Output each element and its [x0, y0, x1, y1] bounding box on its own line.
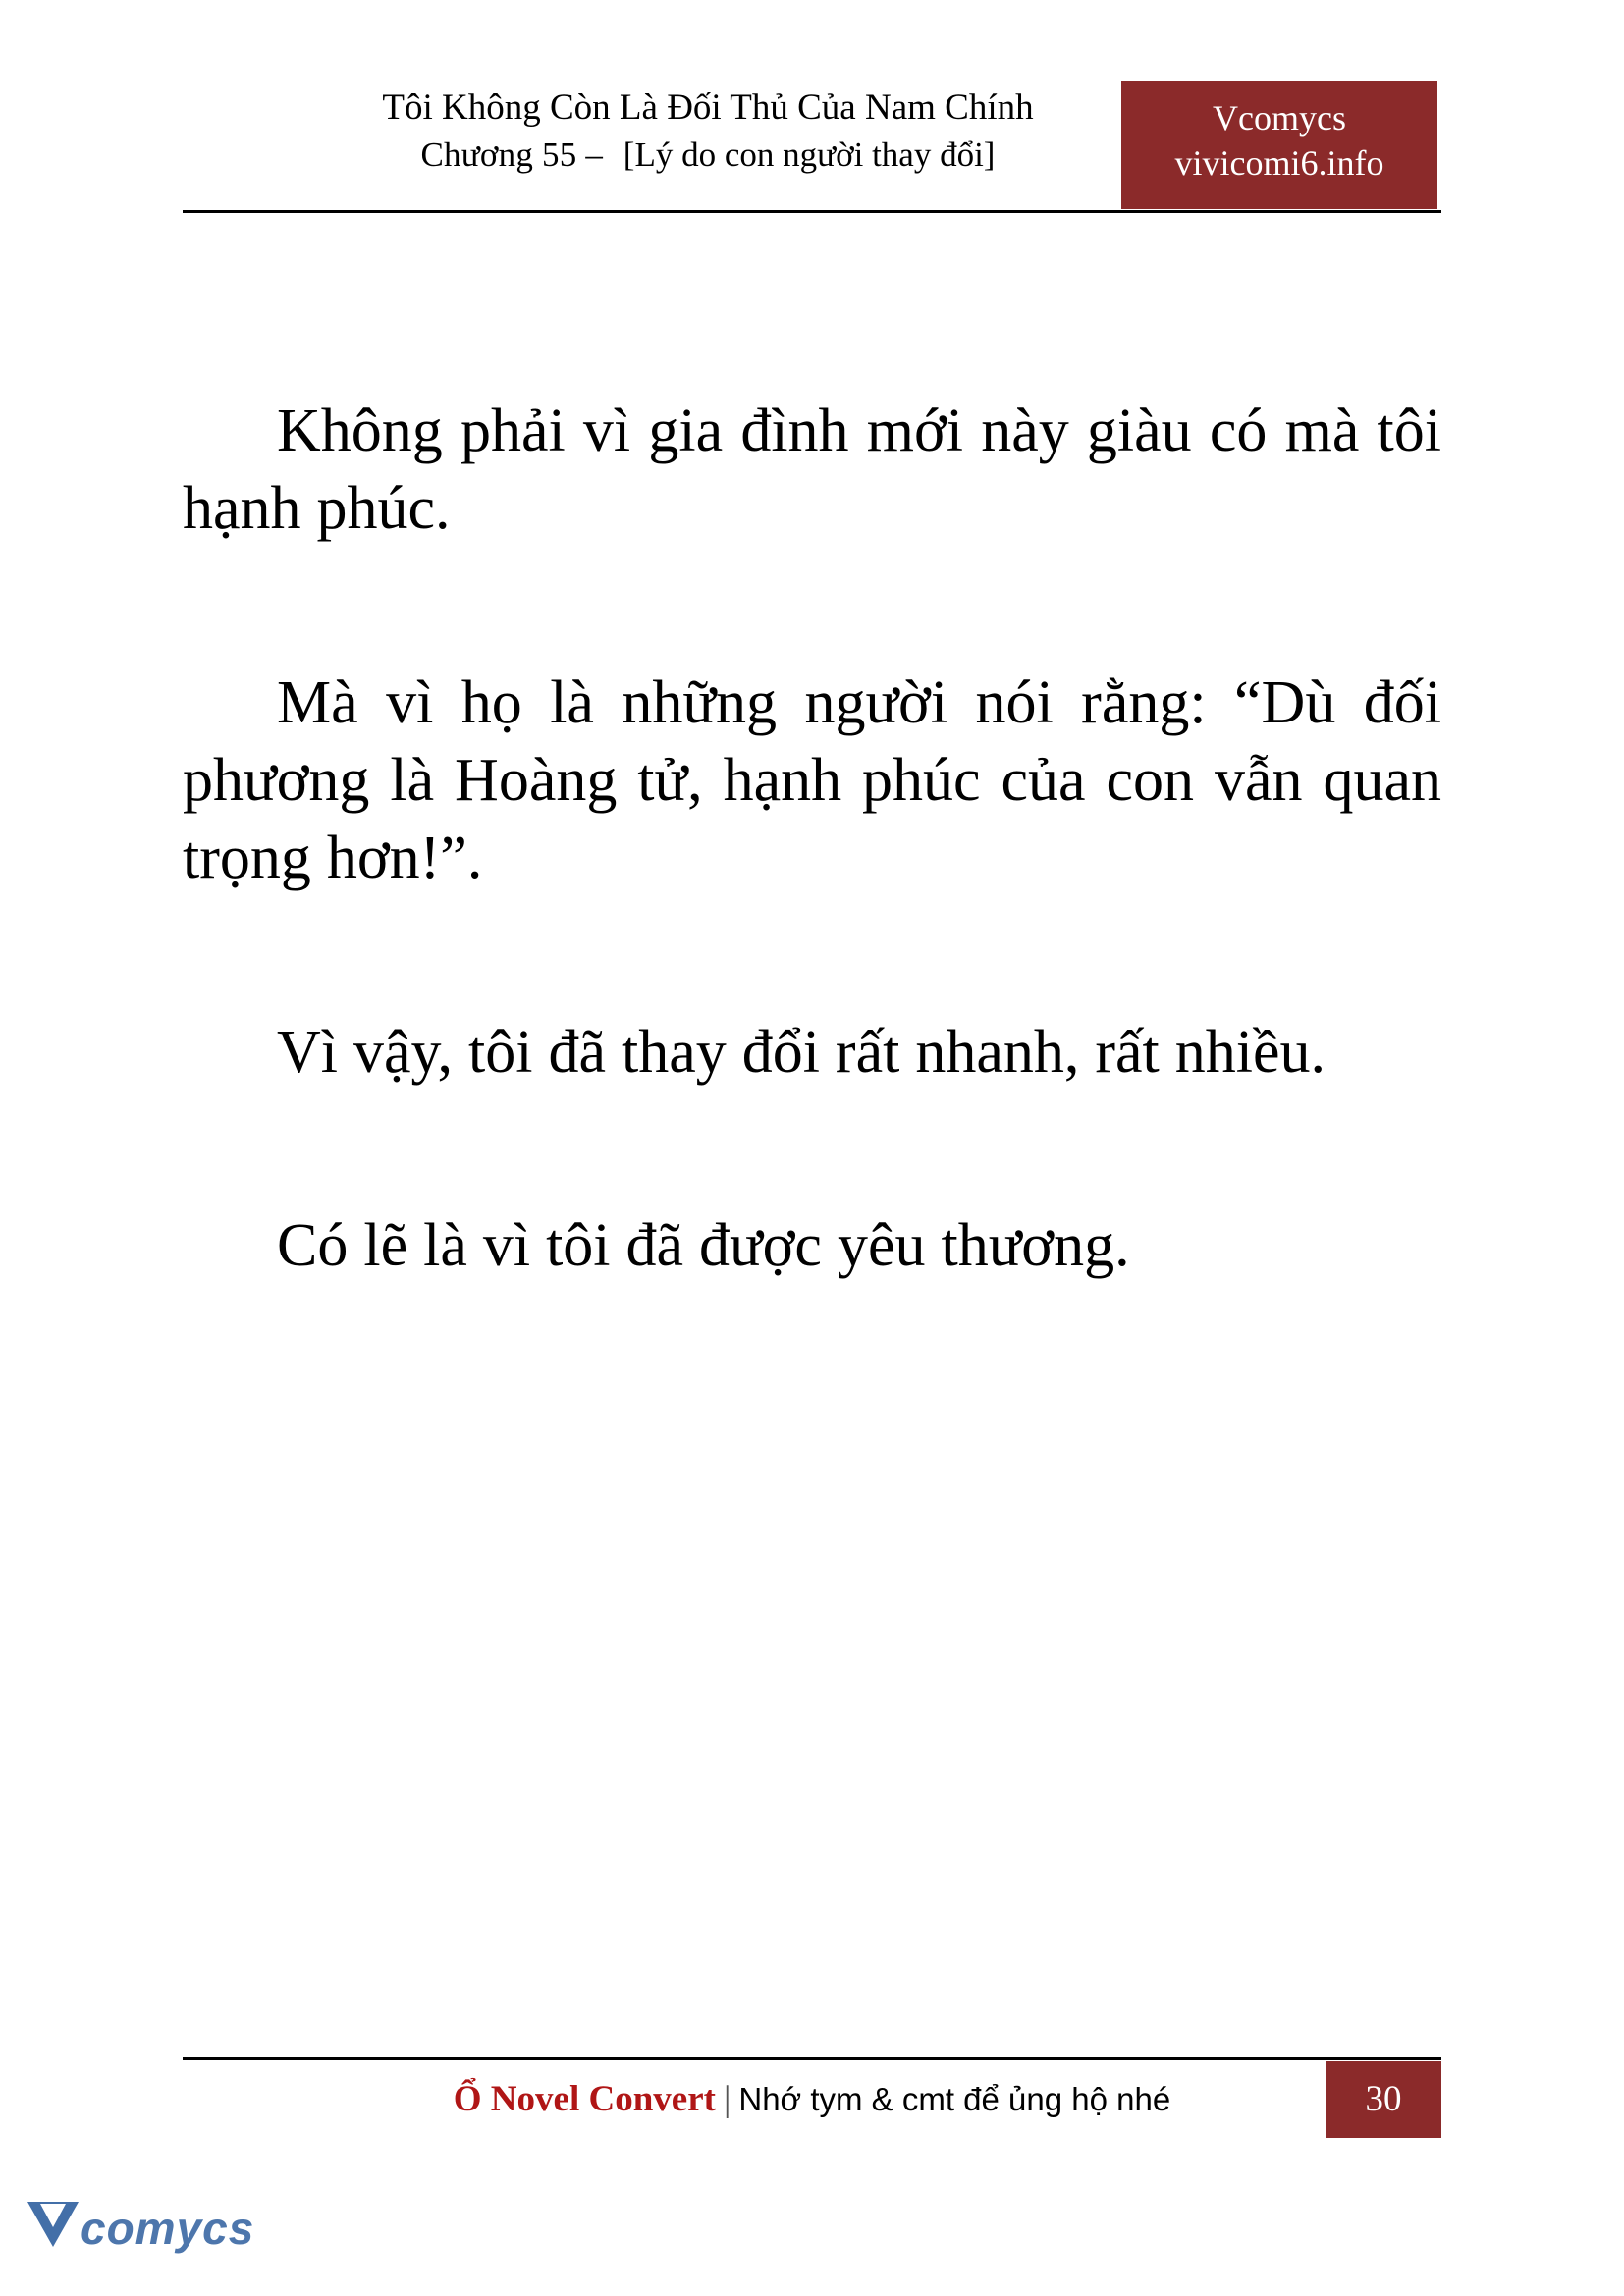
page-number-badge: 30 — [1326, 2061, 1441, 2138]
chapter-label: Chương 55 – — [420, 134, 604, 174]
paragraph: Mà vì họ là những người nói rằng: “Dù đối phương là Hoàng tử, hạnh phúc của con vẫn quan trọng hơn!”. — [183, 668, 1441, 892]
footer-divider — [183, 2057, 1441, 2060]
paragraph: Không phải vì gia đình mới này giàu có mà tôi hạnh phúc. — [183, 398, 1441, 543]
watermark-text: comycs — [81, 2203, 255, 2254]
footer-separator: | — [723, 2079, 731, 2119]
paragraph: Vì vậy, tôi đã thay đổi rất nhanh, rất nhiều. — [277, 1018, 1326, 1086]
page-body — [183, 393, 1441, 1286]
chapter-dash — [612, 135, 623, 174]
footer-note: Nhớ tym & cmt để ủng hộ nhé — [738, 2081, 1171, 2117]
vcomycs-logo-icon — [27, 2202, 79, 2249]
page-header — [183, 84, 1441, 214]
book-title: Tôi Không Còn Là Đối Thủ Của Nam Chính — [382, 87, 1034, 128]
footer-credit — [183, 2081, 1441, 2117]
header-title-block — [291, 84, 1125, 178]
chapter-line — [291, 133, 1125, 178]
header-divider — [183, 210, 1441, 213]
footer-brand: Ổ Novel Convert — [453, 2079, 716, 2119]
brand-site: vivicomi6.info — [1174, 143, 1384, 184]
header-brand-badge — [1121, 81, 1437, 209]
triangle-inner-shape — [40, 2204, 66, 2227]
chapter-title: [Lý do con người thay đổi] — [623, 134, 996, 174]
brand-name: Vcomycs — [1213, 98, 1346, 137]
watermark-logo — [27, 2196, 253, 2274]
paragraph: Có lẽ là vì tôi đã được yêu thương. — [277, 1212, 1130, 1280]
page-footer — [183, 2057, 1441, 2175]
